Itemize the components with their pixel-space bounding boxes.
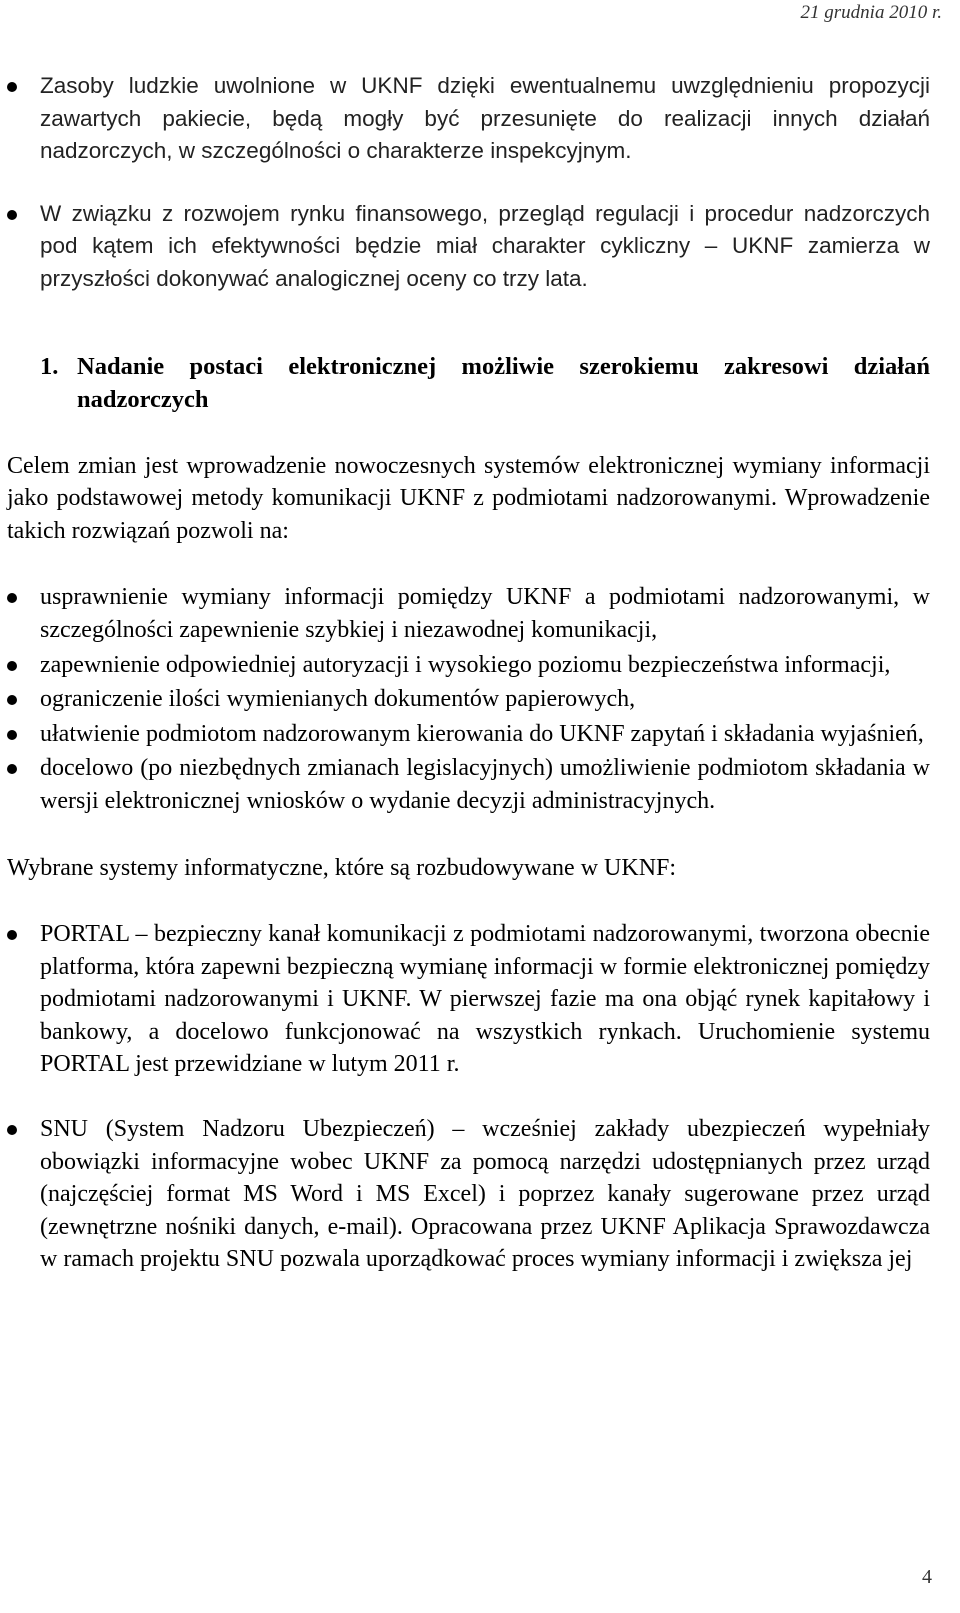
bullet-icon: [7, 1125, 17, 1135]
bullet-icon: [7, 593, 17, 603]
bullet-icon: [7, 661, 17, 671]
list-item-text: SNU (System Nadzoru Ubezpieczeń) – wcześniej zakłady ubezpieczeń wypełniały obowiązki informacyjne wobec UKNF za pomocą narzędzi udostępnianych przez urząd (najczęściej format MS Word i MS Excel) i poprzez kanały sugerowane przez urząd (zewnętrzne nośniki danych, e-mail). Opracowana przez UKNF Aplikacja Sprawozdawcza w ramach projektu SNU pozwala uporządkować proces wymiany informacji i zwiększa jej: [40, 1116, 930, 1273]
list-item: [7, 752, 930, 817]
list-item-text: PORTAL – bezpieczny kanał komunikacji z podmiotami nadzorowanymi, tworzona obecnie platforma, która zapewni bezpieczną wymianę informacji w formie elektronicznej pomiędzy podmiotami nadzorowanymi i UKNF. W pierwszej fazie ma ona objąć rynek kapitałowy i bankowy, a docelowo funkcjonować na wszystkich rynkach. Uruchomienie systemu PORTAL jest przewidziane w lutym 2011 r.: [40, 921, 930, 1078]
list-item-text: zapewnienie odpowiedniej autoryzacji i wysokiego poziomu bezpieczeństwa informacji,: [40, 651, 891, 678]
page-number: 4: [922, 1566, 932, 1588]
bullet-icon: [7, 210, 17, 220]
list-item: [7, 198, 930, 296]
systems-paragraph: Wybrane systemy informatyczne, które są rozbudowywane w UKNF:: [7, 854, 677, 881]
bullet-icon: [7, 930, 17, 940]
list-item: [7, 649, 930, 682]
bullet-icon: [7, 695, 17, 705]
list-item: [7, 70, 930, 168]
list-item: [7, 918, 930, 1081]
list-item: [7, 718, 930, 751]
list-item-text: docelowo (po niezbędnych zmianach legislacyjnych) umożliwienie podmiotom składania w wersji elektronicznej wniosków o wydanie decyzji administracyjnych.: [40, 755, 930, 814]
page-content: [7, 70, 930, 1276]
header-date: 21 grudnia 2010 r.: [800, 2, 942, 23]
list-item-text: usprawnienie wymiany informacji pomiędzy UKNF a podmiotami nadzorowanymi, w szczególności zapewnienie szybkiej i niezawodnej komunikacji,: [40, 584, 930, 643]
intro-bullet-list: [7, 70, 930, 296]
systems-list: [7, 918, 930, 1276]
bullet-icon: [7, 82, 17, 92]
list-item: [7, 1113, 930, 1276]
list-item-text: ułatwienie podmiotom nadzorowanym kierowania do UKNF zapytań i składania wyjaśnień,: [40, 720, 924, 747]
section-title: Nadanie postaci elektronicznej możliwie szerokiemu zakresowi działań nadzorczych: [77, 352, 930, 413]
list-item: [7, 581, 930, 646]
list-item-text: Zasoby ludzkie uwolnione w UKNF dzięki ewentualnemu uwzględnieniu propozycji zawartych pakiecie, będą mogły być przesunięte do realizacji innych działań nadzorczych, w szczególności o charakterze inspekcyjnym.: [40, 73, 930, 164]
benefits-list: [7, 581, 930, 817]
section-heading: [7, 350, 930, 416]
goal-paragraph: Celem zmian jest wprowadzenie nowoczesnych systemów elektronicznej wymiany informacji jako podstawowej metody komunikacji UKNF z podmiotami nadzorowanymi. Wprowadzenie takich rozwiązań pozwoli na:: [7, 452, 930, 544]
bullet-icon: [7, 730, 17, 740]
section-number: 1.: [40, 352, 59, 380]
list-item-text: ograniczenie ilości wymienianych dokumentów papierowych,: [40, 686, 636, 713]
list-item: [7, 683, 930, 716]
bullet-icon: [7, 764, 17, 774]
list-item-text: W związku z rozwojem rynku finansowego, przegląd regulacji i procedur nadzorczych pod kątem ich efektywności będzie miał charakter cykliczny – UKNF zamierza w przyszłości dokonywać analogicznej oceny co trzy lata.: [40, 200, 930, 291]
